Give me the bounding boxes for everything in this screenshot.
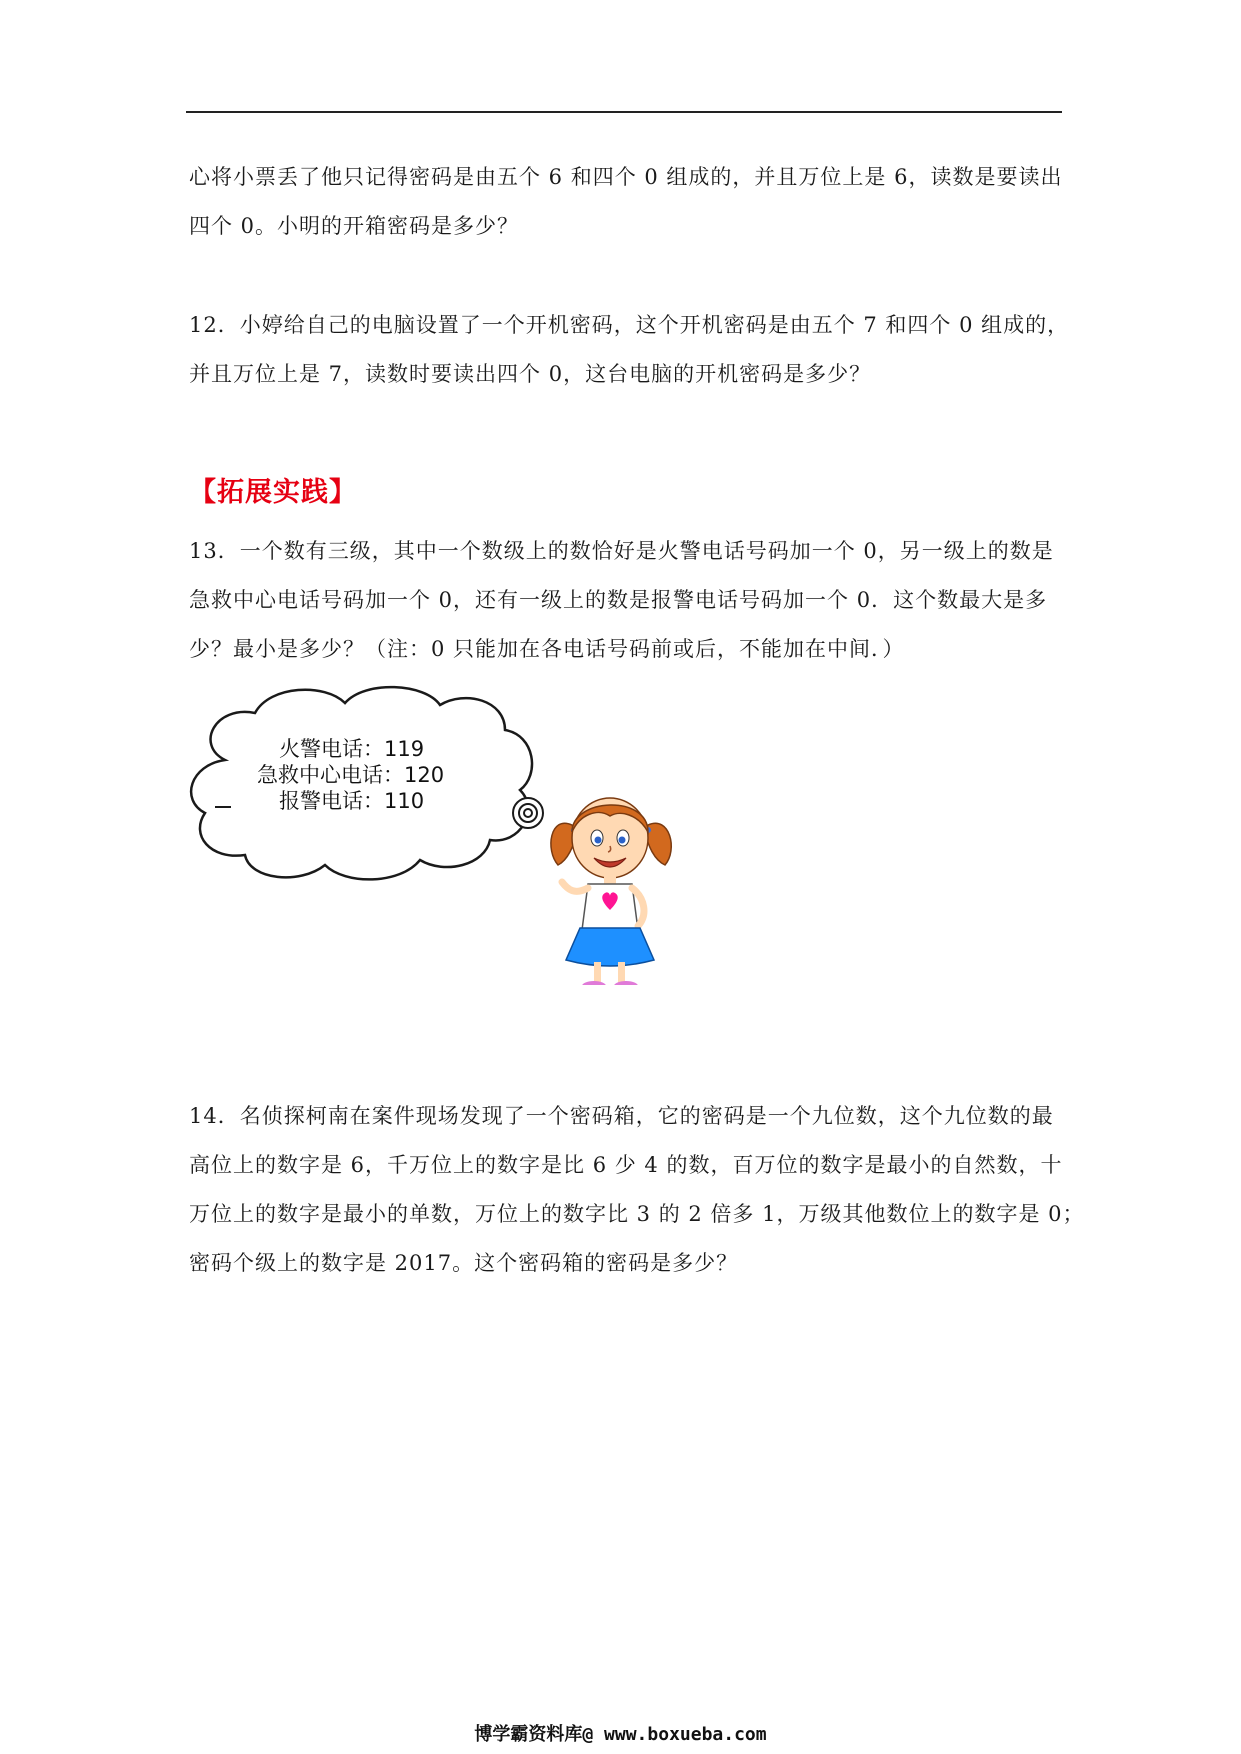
section-heading-extension-practice: 【拓展实践】 bbox=[189, 477, 357, 508]
bubble-emergency-label: 急救中心电话： bbox=[257, 763, 404, 787]
question-11-line-2: 四个 0。小明的开箱密码是多少？ bbox=[189, 214, 520, 238]
bubble-emergency-number: 120 bbox=[404, 763, 445, 787]
footer-watermark: 博学霸资料库@ www.boxueba.com bbox=[474, 1724, 767, 1745]
question-13-line-3: 少？最小是多少？（注：0 只能加在各电话号码前或后，不能加在中间．） bbox=[189, 637, 905, 661]
bubble-line-fire-alarm bbox=[279, 737, 424, 761]
question-12-line-2: 并且万位上是 7，读数时要读出四个 0，这台电脑的开机密码是多少？ bbox=[189, 362, 872, 386]
question-13-line-1: 13．一个数有三级，其中一个数级上的数恰好是火警电话号码加一个 0，另一级上的数是 bbox=[189, 539, 1054, 563]
question-14-line-2: 高位上的数字是 6，千万位上的数字是比 6 少 4 的数，百万位的数字是最小的自然数，十 bbox=[189, 1153, 1063, 1177]
question-13 bbox=[189, 527, 1069, 674]
bubble-fire-number: 119 bbox=[384, 737, 425, 761]
question-13-line-2: 急救中心电话号码加一个 0，还有一级上的数是报警电话号码加一个 0．这个数最大是多 bbox=[189, 588, 1048, 612]
bubble-fire-label: 火警电话： bbox=[279, 737, 384, 761]
question-14 bbox=[189, 1092, 1085, 1288]
question-11-line-1: 心将小票丢了他只记得密码是由五个 6 和四个 0 组成的，并且万位上是 6，读数是要读出 bbox=[189, 165, 1063, 189]
header-rule bbox=[186, 111, 1062, 113]
question-11-continuation bbox=[189, 153, 1069, 251]
question-14-line-3: 万位上的数字是最小的单数，万位上的数字比 3 的 2 倍多 1，万级其他数位上的数字是 0； bbox=[189, 1202, 1085, 1226]
question-12 bbox=[189, 301, 1069, 399]
girl-thought-bubble-illustration bbox=[185, 685, 705, 985]
thought-trail-circle-inner bbox=[524, 809, 532, 817]
bubble-police-label: 报警电话： bbox=[279, 789, 384, 813]
bubble-line-emergency-center bbox=[257, 763, 444, 787]
bubble-line-police bbox=[279, 789, 424, 813]
question-12-line-1: 12．小婷给自己的电脑设置了一个开机密码，这个开机密码是由五个 7 和四个 0 组成的， bbox=[189, 313, 1070, 337]
girl-character bbox=[551, 798, 671, 985]
bubble-police-number: 110 bbox=[384, 789, 425, 813]
question-14-line-4: 密码个级上的数字是 2017。这个密码箱的密码是多少？ bbox=[189, 1251, 739, 1275]
question-14-line-1: 14．名侦探柯南在案件现场发现了一个密码箱，它的密码是一个九位数，这个九位数的最 bbox=[189, 1104, 1054, 1128]
